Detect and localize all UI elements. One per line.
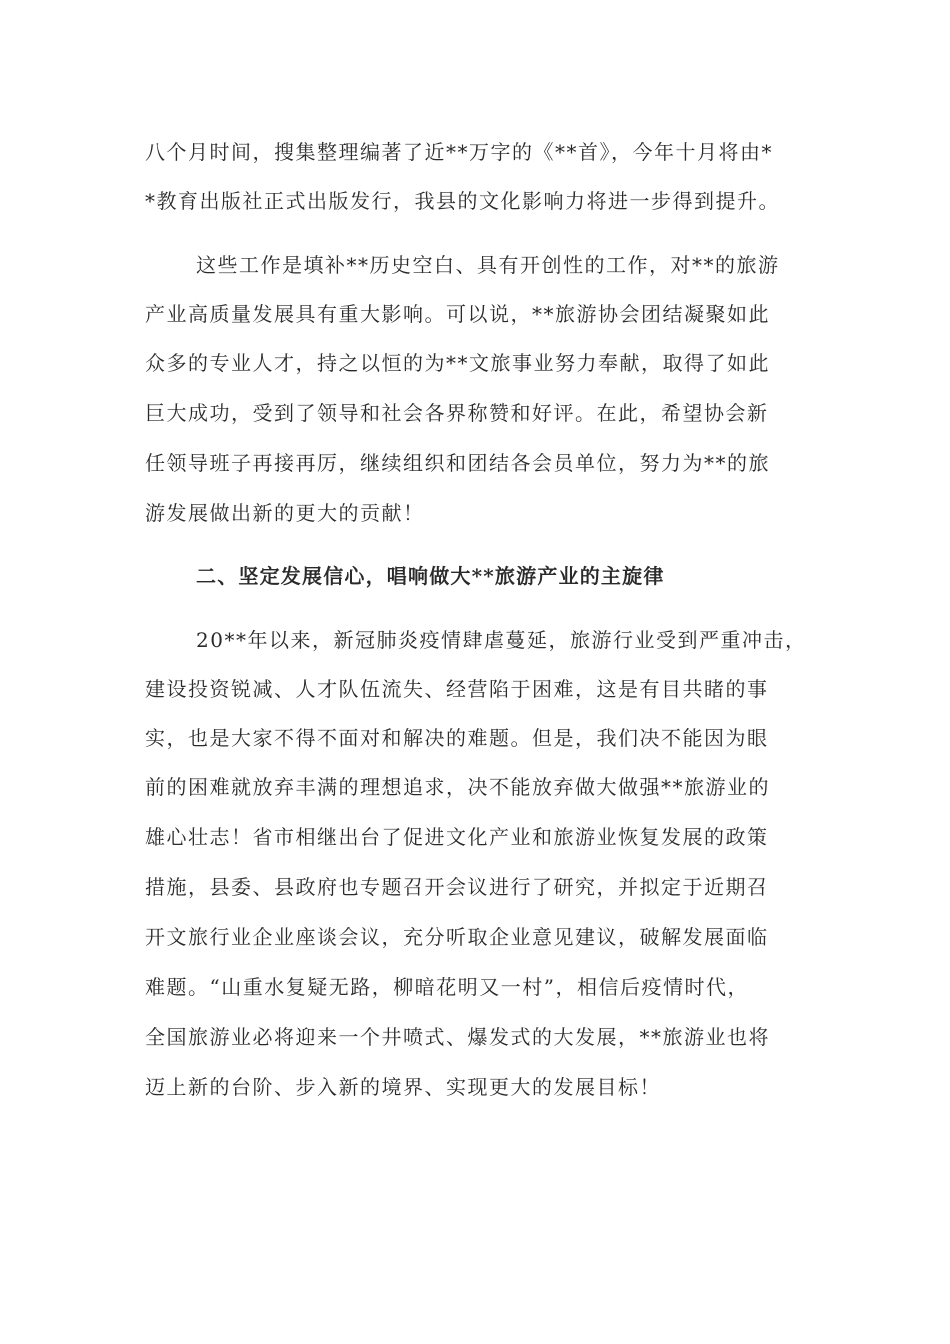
- paragraph-3-line-4: 前的困难就放弃丰满的理想追求，决不能放弃做大做强**旅游业的: [145, 775, 770, 799]
- paragraph-2-line-6: 游发展做出新的更大的贡献！: [145, 501, 425, 525]
- paragraph-3-line-9: 全国旅游业必将迎来一个井喷式、爆发式的大发展，**旅游业也将: [145, 1025, 770, 1049]
- paragraph-2-line-5: 任领导班子再接再厉，继续组织和团结各会员单位，努力为**的旅: [145, 451, 770, 475]
- paragraph-3-line-6: 措施，县委、县政府也专题召开会议进行了研究，并拟定于近期召: [145, 875, 769, 899]
- paragraph-2-line-3: 众多的专业人才，持之以恒的为**文旅事业努力奉献，取得了如此: [145, 351, 770, 375]
- paragraph-3-line-2: 建设投资锐减、人才队伍流失、经营陷于困难，这是有目共睹的事: [145, 677, 769, 701]
- paragraph-3-line-1: 20**年以来，新冠肺炎疫情肆虐蔓延，旅游行业受到严重冲击，: [196, 628, 807, 652]
- paragraph-2-line-4: 巨大成功，受到了领导和社会各界称赞和好评。在此，希望协会新: [145, 401, 769, 425]
- paragraph-1-line-1: 八个月时间，搜集整理编著了近**万字的《**首》，今年十月将由*: [145, 140, 773, 164]
- paragraph-1-line-2: *教育出版社正式出版发行，我县的文化影响力将进一步得到提升。: [145, 189, 780, 213]
- paragraph-3-line-10: 迈上新的台阶、步入新的境界、实现更大的发展目标！: [145, 1075, 661, 1099]
- paragraph-2-line-1: 这些工作是填补**历史空白、具有开创性的工作，对**的旅游: [196, 253, 780, 277]
- paragraph-3-line-5: 雄心壮志！省市相继出台了促进文化产业和旅游业恢复发展的政策: [145, 825, 769, 849]
- paragraph-3-line-7: 开文旅行业企业座谈会议，充分听取企业意见建议，破解发展面临: [145, 925, 769, 949]
- paragraph-2-line-2: 产业高质量发展具有重大影响。可以说，**旅游协会团结凝聚如此: [145, 302, 770, 326]
- paragraph-3-line-3: 实，也是大家不得不面对和解决的难题。但是，我们决不能因为眼: [145, 726, 769, 750]
- section-heading: 二、坚定发展信心，唱响做大**旅游产业的主旋律: [196, 564, 665, 588]
- paragraph-3-line-8: 难题。“山重水复疑无路，柳暗花明又一村”，相信后疫情时代，: [145, 975, 749, 999]
